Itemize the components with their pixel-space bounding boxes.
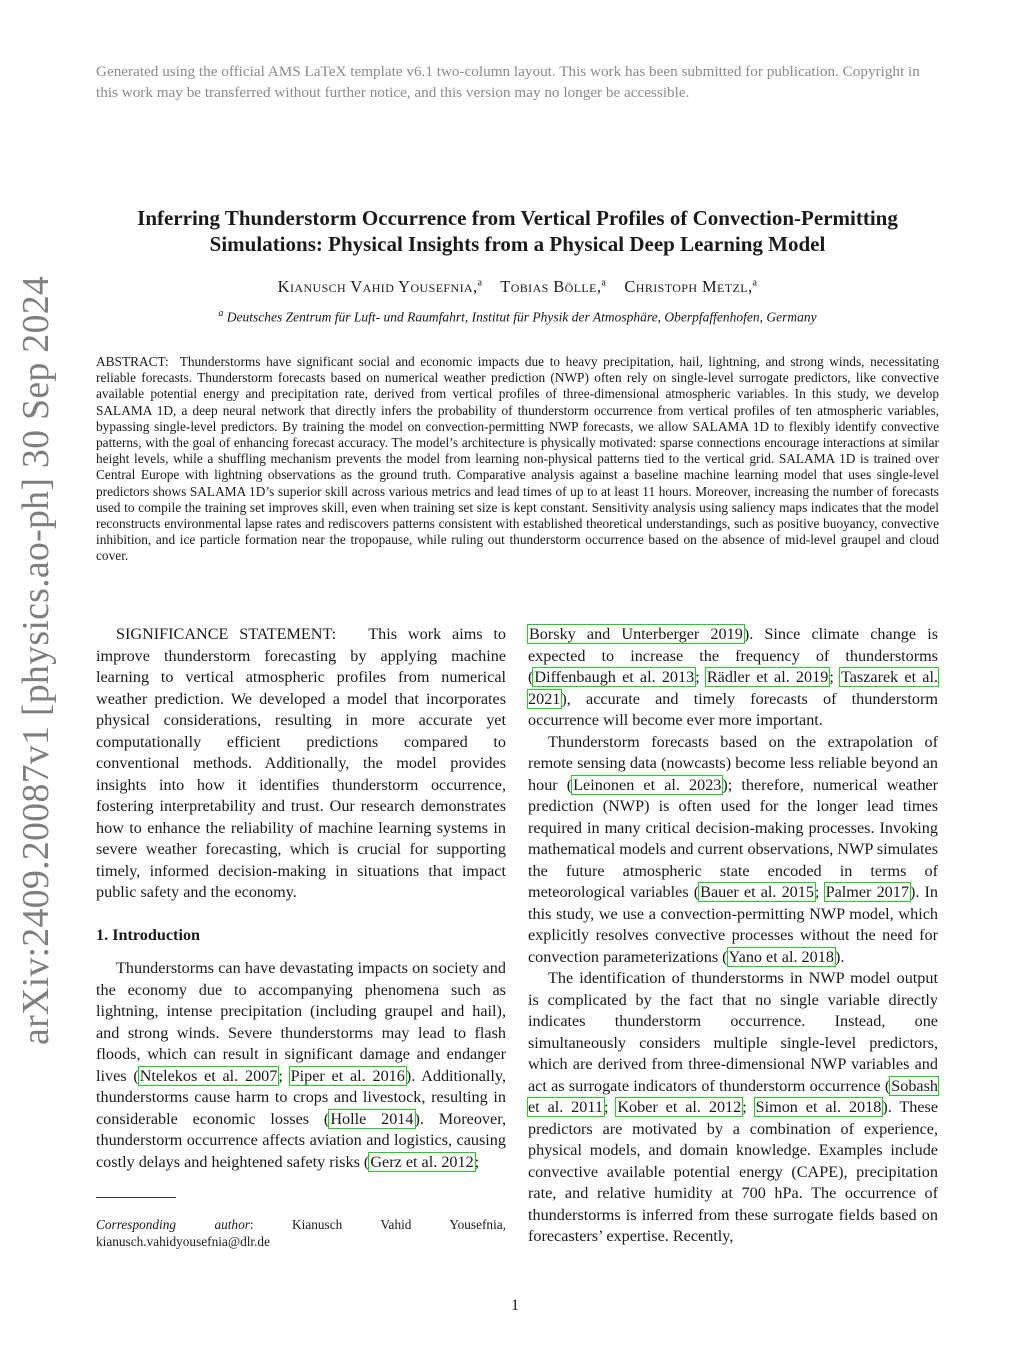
citation-link[interactable]: Piper et al. 2016	[290, 1066, 405, 1085]
citation-link[interactable]: Rädler et al. 2019	[706, 668, 829, 686]
author: Kianusch Vahid Yousefnia,$^a$	[277, 277, 483, 296]
intro-paragraph-1	[528, 624, 938, 732]
author: Tobias Bölle,$^a$	[500, 277, 607, 296]
abstract	[96, 354, 939, 565]
intro-paragraph-2: Thunderstorm forecasts based on the extrapolation of remote sensing data (nowcasts) become less reliable beyond an hour (Leinonen et al. 2023); therefore, numerical weather prediction (NWP) is often used for the longer lead times required in many critical decision-making processes. Invoking mathematical models and current observations, NWP simulates the future atmospheric state encoded in terms of meteorological variables (Bauer et al. 2015; Palmer 2017). In this study, we use a convection-permitting NWP model, which explicitly resolves convective processes without the need for convection parameterizations (Yano et al. 2018).	[528, 732, 939, 966]
citation-link[interactable]: Simon et al. 2018	[755, 1098, 882, 1116]
section-heading-introduction: 1. Introduction	[96, 925, 201, 944]
latex-logo: LaTeX	[304, 63, 347, 80]
significance-label: SIGNIFICANCE STATEMENT:	[116, 625, 337, 643]
intro-paragraph-1: Thunderstorms can have devastating impacts on society and the economy due to accompanying phenomena such as lightning, intense precipitation (including graupel and hail), and strong winds. Severe thunderstorms may lead to flash floods, which can result in significant damage and endanger lives (Ntelekos et al. 2007; Piper et al. 2016). Additionally, thunderstorms cause harm to crops and livestock, resulting in considerable economic losses (Holle 2014). Moreover, thunderstorm occurrence affects aviation and logistics, causing costly delays and heightened safety risks (Gerz et al. 2012;	[96, 959, 507, 1171]
citation-link[interactable]: Ntelekos et al. 2007	[139, 1066, 278, 1085]
citation-link[interactable]: Kober et al. 2012	[617, 1098, 742, 1116]
page-number: 1	[511, 1297, 519, 1314]
template-notice: Generated using the official AMS LaTeX template v6.1 two-column layout. This work has been submitted for publication. Copyright in this work may be transferred without further notice, and this version may no longer be accessible.	[96, 63, 920, 101]
text-run: ), accurate and timely forecasts of thunderstorm occurrence will become ever more important.	[528, 689, 938, 729]
left-column	[96, 624, 506, 1173]
significance-statement: SIGNIFICANCE STATEMENT: This work aims to improve thunderstorm forecasting by applying machine learning to vertical atmospheric profiles from numerical weather prediction. We developed a model that incorporates physical considerations, resulting in more accurate yet computationally efficient predictions compared to conventional methods. Additionally, the model provides insights into how it identifies thunderstorm occurrence, fostering interpretability and trust. Our research demonstrates how to enhance the reliability of machine learning systems in severe weather forecasting, which is crucial for supporting timely, informed decision-making in situations that impact public safety and the economy.	[96, 625, 507, 901]
corresponding-author-footnote: Corresponding author: Kianusch Vahid Yousefnia, kianusch.vahidyousefnia@dlr.de	[96, 1217, 506, 1249]
intro-paragraph-3: The identification of thunderstorms in NWP model output is complicated by the fact that no single variable directly indicates thunderstorm occurrence. Instead, one simultaneously considers multiple single-level predictors, which are derived from three-dimensional NWP variables and act as surrogate indicators of thunderstorm occurrence (Sobash et al. 2011; Kober et al. 2012; Simon et al. 2018). These predictors are motivated by a combination of experience, physical models, and domain knowledge. Examples include convective available potential energy (CAPE), precipitation rate, and relative humidity at 700 hPa. The occurrence of thunderstorms is inferred from these surrogate fields based on forecasters’ expertise. Recently,	[528, 969, 939, 1245]
author: Christoph Metzl,$^a$	[624, 277, 758, 296]
arxiv-identifier[interactable]: arXiv:2409.20087v1 [physics.ao-ph] 30 Sep 2024	[15, 275, 57, 1045]
paper-title: Inferring Thunderstorm Occurrence from Vertical Profiles of Convection-Permitting Simulations: Physical Insights from a Physical Deep Learning Model	[137, 206, 898, 256]
author-list	[96, 277, 939, 297]
text-run: ). Since climate change is expected to increase the frequency of thunderstorms (	[528, 625, 939, 686]
abstract-label: ABSTRACT:	[96, 354, 169, 369]
citation-link[interactable]: Gerz et al. 2012	[370, 1152, 474, 1171]
citation-link[interactable]: Holle 2014	[330, 1109, 414, 1128]
citation-link[interactable]: Borsky and Unterberger 2019	[529, 625, 743, 643]
citation-link[interactable]: Leinonen et al. 2023	[573, 775, 722, 794]
citation-link[interactable]: Taszarek et al. 2021	[528, 668, 939, 708]
citation-link[interactable]: Yano et al. 2018	[728, 947, 834, 966]
right-column	[528, 624, 938, 1248]
affiliation: $^a$ Deutsches Zentrum für Luft- und Raumfahrt, Institut für Physik der Atmosphäre, Oberpfaffenhofen, Germany	[218, 308, 817, 325]
citation-link[interactable]: Bauer et al. 2015	[700, 883, 814, 901]
citation-link[interactable]: Palmer 2017	[825, 883, 909, 901]
footnote-rule	[96, 1197, 176, 1198]
citation-link[interactable]: Diffenbaugh et al. 2013	[534, 668, 695, 686]
text-run: ;	[829, 668, 840, 686]
citation-link[interactable]: Sobash et al. 2011	[528, 1076, 938, 1116]
abstract-text: Thunderstorms have significant social and economic impacts due to heavy precipitation, hail, lightning, and strong winds, necessitating reliable forecasts. Thunderstorm forecasts based on numerical weather prediction (NWP) often rely on single-level surrogate predictors, like convective available potential energy and precipitation rate, derived from vertical profiles of three-dimensional atmospheric variables. In this study, we develop SALAMA 1D, a deep neural network that directly infers the probability of thunderstorm occurrence from vertical profiles of ten atmospheric variables, bypassing single-level predictors. By training the model on convection-permitting NWP forecasts, we allow SALAMA 1D to flexibly identify convective patterns, with the goal of enhancing forecast accuracy. The model’s architecture is physically motivated: sparse connections encourage interactions at similar height levels, while a shuffling mechanism prevents the model from learning non-physical patterns tied to the vertical grid. SALAMA 1D is trained over Central Europe with lightning observations as the ground truth. Comparative analysis against a baseline machine learning model that uses single-level predictors shows SALAMA 1D’s superior skill across various metrics and lead times of up to at least 11 hours. Moreover, increasing the number of forecasts used to compile the training set improves skill, even when training set size is kept constant. Sensitivity analysis using saliency maps indicates that the model reconstructs environmental lapse rates and rediscovers patterns consistent with established theoretical understandings, such as positive buoyancy, convective inhibition, and ice particle formation near the tropopause, while ruling out thunderstorm occurrence based on the absence of mid-level graupel and cloud cover.	[96, 354, 940, 564]
text-run: ;	[695, 668, 706, 686]
